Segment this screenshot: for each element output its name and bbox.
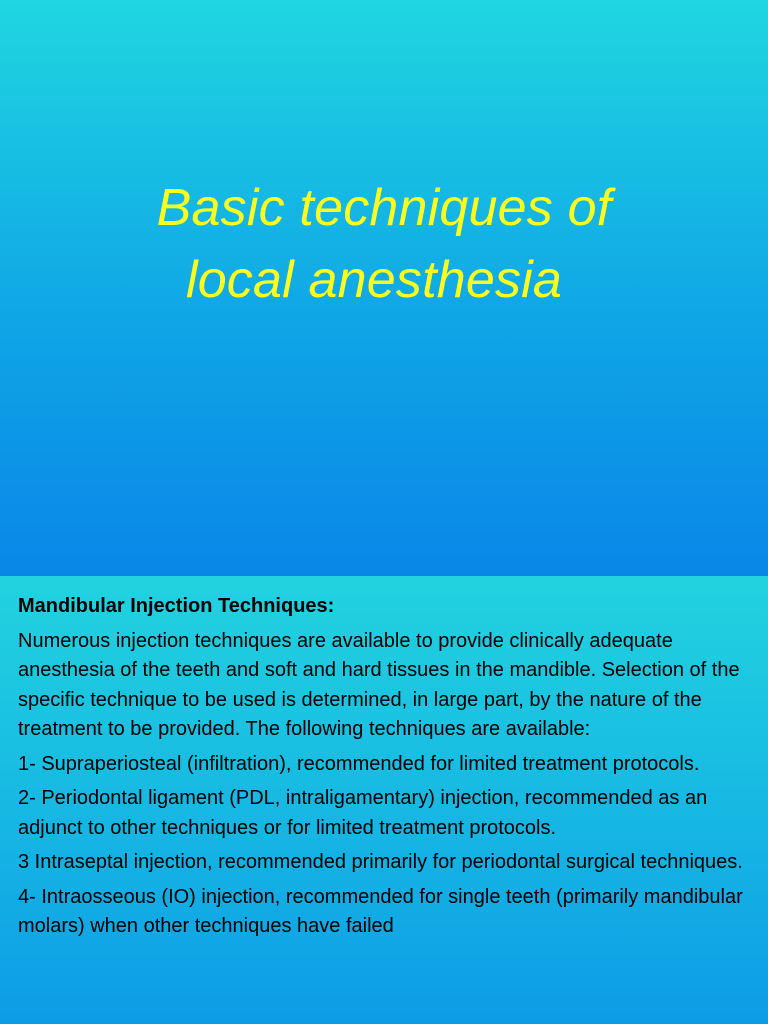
technique-item-3: 3 Intraseptal injection, recommended primarily for periodontal surgical techniques. [18,851,743,873]
content-text-block [18,592,758,947]
title-line-1: Basic techniques of [156,179,612,237]
content-slide [0,576,768,1024]
section-heading: Mandibular Injection Techniques: [18,595,335,617]
title-line-2: local anesthesia [185,251,563,309]
technique-item-4: 4- Intraosseous (IO) injection, recommended for single teeth (primarily mandibular molars) when other techniques have failed [18,885,743,937]
technique-item-2: 2- Periodontal ligament (PDL, intraligamentary) injection, recommended as an adjunct to other techniques or for limited treatment protocols. [18,787,708,839]
technique-item-1: 1- Supraperiosteal (infiltration), recommended for limited treatment protocols. [18,752,700,775]
intro-paragraph: Numerous injection techniques are available to provide clinically adequate anesthesia of the teeth and soft and hard tissues in the mandible. Selection of the specific technique to be used is determined, in large part, by the nature of the treatment to be provided. The following techniques are available: [18,629,740,740]
slide-title [0,172,768,316]
